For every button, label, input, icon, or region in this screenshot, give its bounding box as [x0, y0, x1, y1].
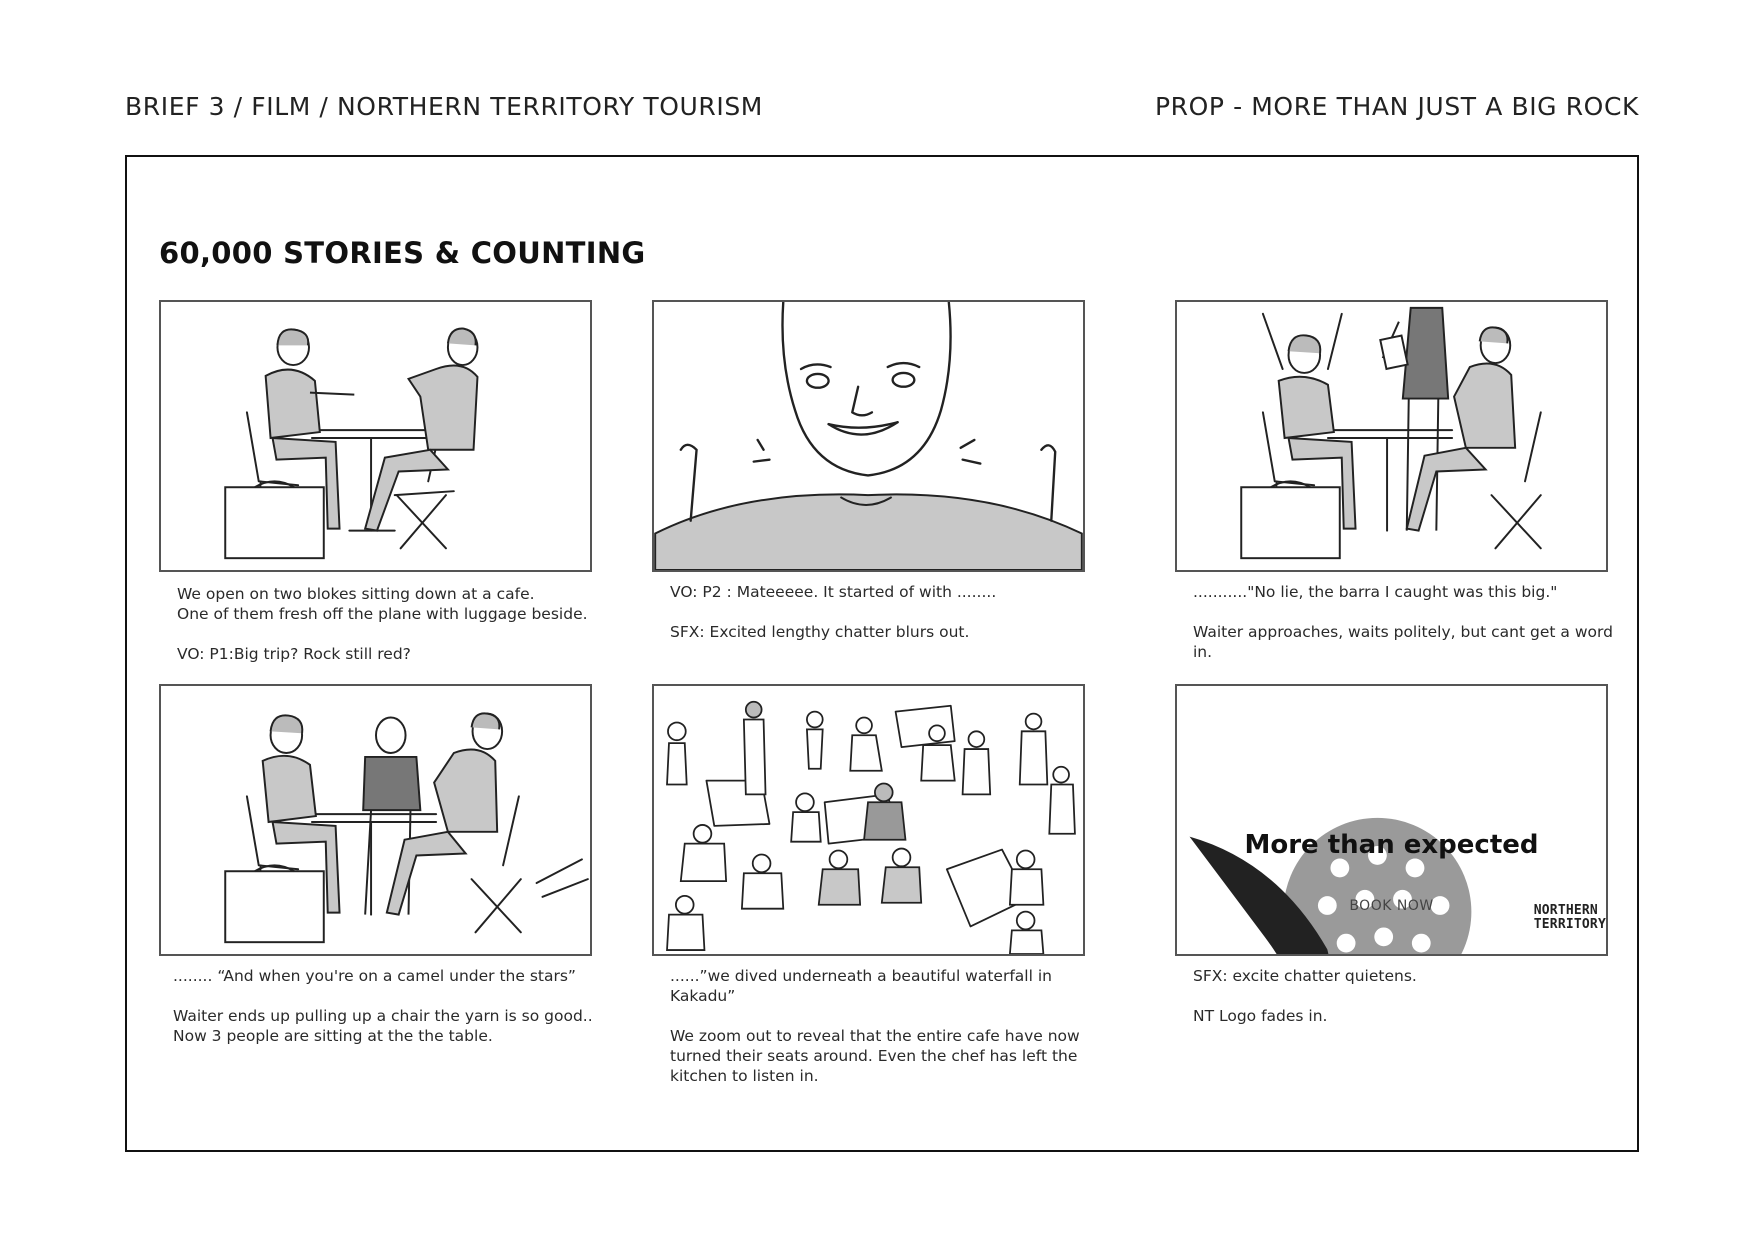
panel-4-caption	[173, 966, 613, 1046]
caption-line: ......”we dived underneath a beautiful waterfall in Kakadu”	[670, 967, 1052, 1005]
caption-line: Waiter ends up pulling up a chair the yarn is so good.. Now 3 people are sitting at the the table.	[173, 1007, 593, 1045]
nt-bird-logo-icon	[1177, 774, 1528, 956]
panel-6-caption	[1193, 966, 1633, 1026]
panel-6-endcard	[1175, 684, 1608, 956]
caption-line: ........ “And when you're on a camel under the stars”	[173, 967, 576, 985]
storyboard-title: 60,000 STORIES & COUNTING	[159, 236, 646, 270]
book-now-button[interactable]: BOOK NOW	[1349, 898, 1434, 914]
cafe-two-men-illustration	[161, 302, 590, 570]
nt-logo	[1177, 774, 1606, 956]
header-left: BRIEF 3 / FILM / NORTHERN TERRITORY TOURISM	[125, 92, 763, 121]
panel-1-sketch	[159, 300, 592, 572]
caption-line: SFX: Excited lengthy chatter blurs out.	[670, 623, 970, 641]
panel-2-caption	[670, 582, 1110, 642]
caption-line: ..........."No lie, the barra I caught was this big."	[1193, 583, 1558, 601]
panel-5-caption	[670, 966, 1110, 1086]
caption-line: VO: P1:Big trip? Rock still red?	[177, 645, 411, 663]
endcard-tagline: More than expected	[1244, 830, 1539, 860]
panel-3-caption	[1193, 582, 1633, 662]
panel-4-sketch	[159, 684, 592, 956]
caption-line: We open on two blokes sitting down at a cafe. One of them fresh off the plane with luggage beside.	[177, 585, 588, 623]
excited-face-closeup-illustration	[654, 302, 1083, 570]
nt-brand-name: NORTHERN TERRITORY	[1533, 903, 1606, 933]
caption-line: NT Logo fades in.	[1193, 1007, 1328, 1025]
cafe-three-people-illustration	[161, 686, 590, 954]
caption-line: VO: P2 : Mateeeee. It started of with ........	[670, 583, 997, 601]
caption-line: SFX: excite chatter quietens.	[1193, 967, 1417, 985]
header-right: PROP - MORE THAN JUST A BIG ROCK	[1154, 92, 1639, 121]
cafe-waiter-approaches-illustration	[1177, 302, 1606, 570]
panel-5-sketch	[652, 684, 1085, 956]
caption-line: Waiter approaches, waits politely, but cant get a word in.	[1193, 623, 1613, 661]
crowded-cafe-overhead-illustration	[654, 686, 1083, 954]
panel-3-sketch	[1175, 300, 1608, 572]
caption-line: We zoom out to reveal that the entire cafe have now turned their seats around. Even the chef has left the kitchen to listen in.	[670, 1027, 1080, 1085]
panel-1-caption	[177, 584, 617, 664]
panel-2-sketch	[652, 300, 1085, 572]
